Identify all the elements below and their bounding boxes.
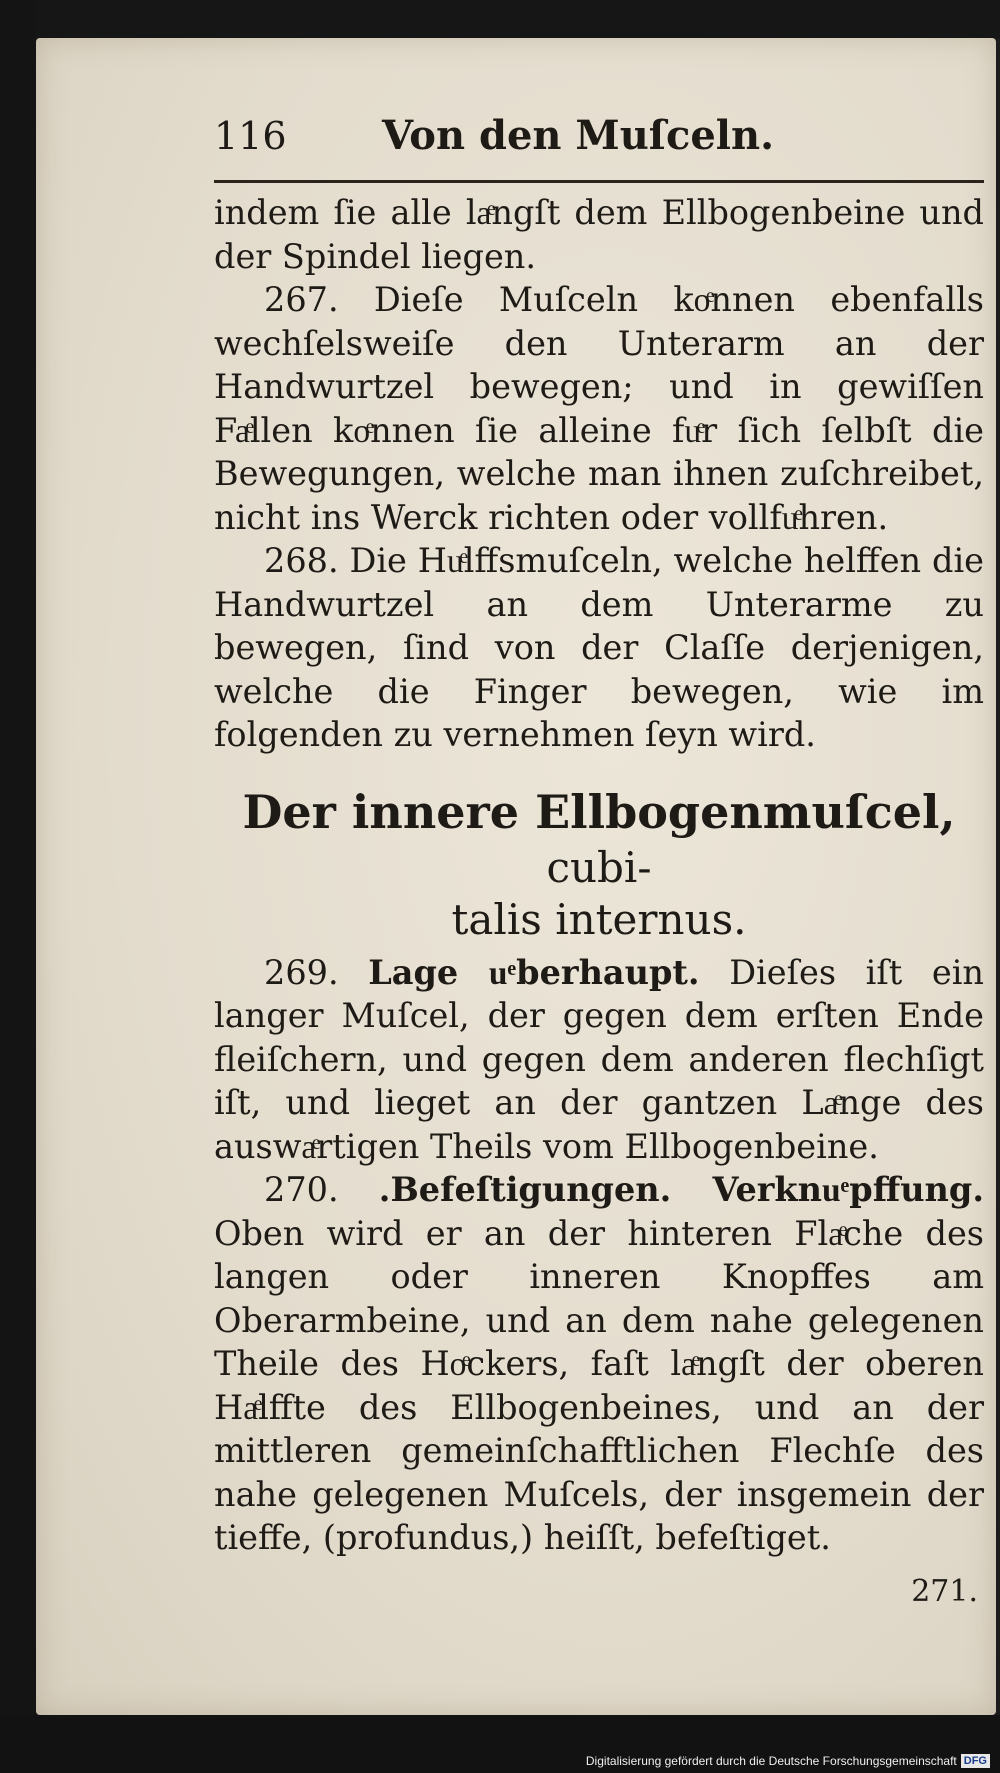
page-header (214, 112, 984, 174)
paragraph-269-lead: Lage uͤberhaupt. (368, 952, 700, 992)
paragraph-270 (214, 1168, 984, 1560)
heading-latin-part2: talis internus. (451, 894, 747, 944)
paragraph-269-text: Dieſes iſt ein langer Muſcel, der gegen dem erſten Ende fleiſchern, und gegen dem anderen flechſigt iſt, und lieget an der gantzen Laͤnge des auswaͤrtigen Theils vom Ellbogenbeine. (214, 952, 984, 1166)
paragraph-270-text: Oben wird er an der hinteren Flaͤche des langen oder inneren Knopffes am Oberarmbeine, und an dem nahe gelegenen Theile des Hoͤckers, faſt laͤngſt der oberen Haͤlffte des Ellbogenbeines, und an der mittleren gemeinſchafftlichen Flechſe des nahe gelegenen Muſcels, der insgemein der tieffe, (profundus,) heiſſt, befeſtiget. (214, 1213, 984, 1557)
digitization-credit (586, 1754, 990, 1768)
scan-border-top (0, 0, 1000, 38)
heading-latin-part1: cubi- (546, 842, 652, 892)
page-number: 116 (214, 114, 287, 158)
running-title: Von den Muſceln. (381, 112, 774, 159)
paragraph-269 (214, 951, 984, 1169)
paragraph-270-number: 270. (264, 1170, 339, 1209)
book-page (36, 38, 996, 1715)
heading-german: Der innere Ellbogenmuſcel, (242, 784, 956, 839)
paragraph-continued: indem ſie alle laͤngſt dem Ellbogenbeine und der Spindel liegen. (214, 193, 984, 276)
credit-text: Digitalisierung gefördert durch die Deutsche Forschungsgemeinschaft (585, 1754, 957, 1768)
paragraph-269-number: 269. (264, 952, 339, 992)
paragraph-270-lead: .Befeſtigungen. Verknuͤpffung. (378, 1170, 984, 1209)
paragraph-267: 267. Dieſe Muſceln koͤnnen ebenfalls wechſelsweiſe den Unterarm an der Handwurtzel bewegen; und in gewiſſen Faͤllen koͤnnen ſie alleine fuͤr ſich ſelbſt die Bewegungen, welche man ihnen zuſchreibet, nicht ins Werck richten oder vollfuͤhren. (214, 280, 984, 537)
scan-border-left (0, 0, 36, 1773)
paragraph-268: 268. Die Huͤlffsmuſceln, welche helffen die Handwurtzel an dem Unterarme zu bewegen, ſind von der Claſſe derjenigen, welche die Finger bewegen, wie im folgenden zu vernehmen ſeyn wird. (214, 541, 984, 754)
page-text (214, 112, 984, 1609)
section-heading (214, 785, 984, 895)
catchword: 271. (911, 1573, 978, 1609)
dfg-logo: DFG (961, 1754, 990, 1768)
header-rule (214, 180, 984, 183)
